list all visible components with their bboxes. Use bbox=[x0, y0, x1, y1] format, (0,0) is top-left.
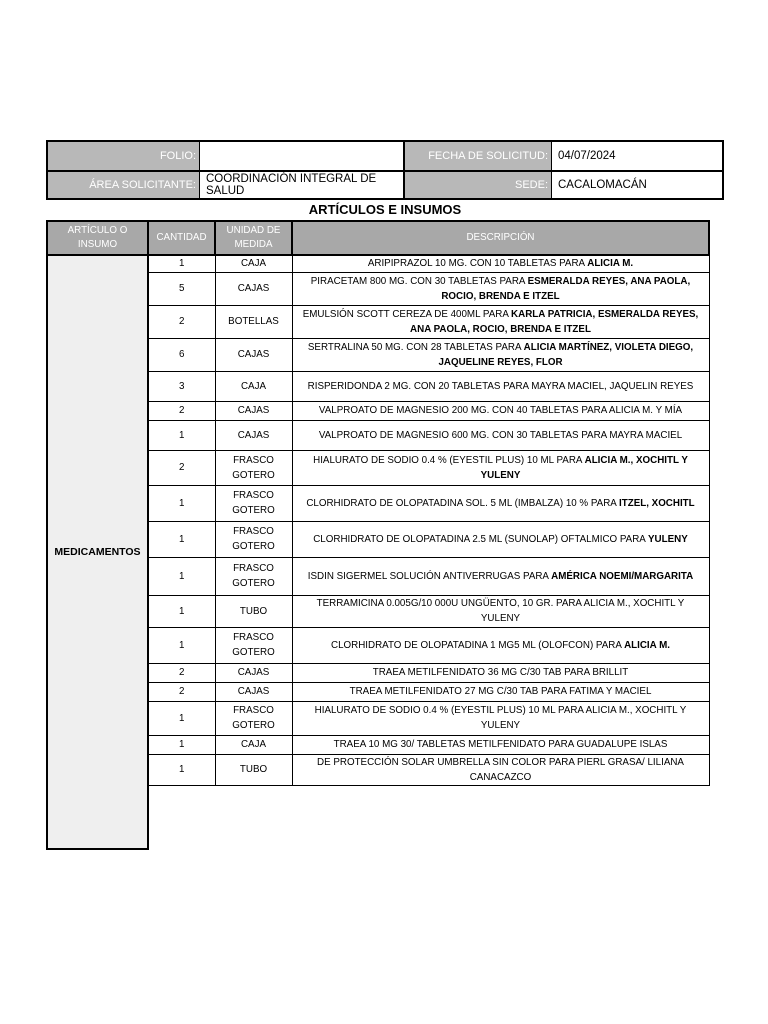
items-table bbox=[46, 220, 710, 850]
description-cell bbox=[292, 255, 709, 272]
description-text: HIALURATO DE SODIO 0.4 % (EYESTIL PLUS) 10 ML PARA bbox=[313, 454, 585, 466]
fecha-value: 04/07/2024 bbox=[552, 142, 722, 170]
col-header-articulo: ARTÍCULO O INSUMO bbox=[47, 221, 148, 255]
unit-cell: FRASCO GOTERO bbox=[215, 450, 292, 485]
unit-cell: CAJAS bbox=[215, 401, 292, 420]
description-recipients: ITZEL, XOCHITL bbox=[619, 497, 695, 509]
quantity-cell: 1 bbox=[148, 595, 215, 627]
description-cell bbox=[292, 663, 709, 682]
unit-cell: BOTELLAS bbox=[215, 305, 292, 338]
unit-cell: CAJA bbox=[215, 255, 292, 272]
description-text: ARIPIPRAZOL 10 MG. CON 10 TABLETAS PARA bbox=[367, 258, 588, 270]
area-value: COORDINACIÓN INTEGRAL DE SALUD bbox=[200, 172, 404, 198]
quantity-cell: 1 bbox=[148, 701, 215, 735]
unit-cell: TUBO bbox=[215, 595, 292, 627]
description-cell bbox=[292, 420, 709, 450]
description-text: DE PROTECCIÓN SOLAR UMBRELLA SIN COLOR PARA PIERL GRASA/ LILIANA CANACAZCO bbox=[317, 756, 684, 783]
description-text: CLORHIDRATO DE OLOPATADINA 1 MG5 ML (OLOFCON) PARA bbox=[331, 639, 625, 651]
description-cell bbox=[292, 701, 709, 735]
quantity-cell: 2 bbox=[148, 401, 215, 420]
description-text: CLORHIDRATO DE OLOPATADINA SOL. 5 ML (IMBALZA) 10 % PARA bbox=[306, 497, 619, 509]
description-cell bbox=[292, 754, 709, 785]
unit-cell: TUBO bbox=[215, 754, 292, 785]
description-recipients: KARLA PATRICIA, ESMERALDA REYES, ANA PAOLA, ROCIO, BRENDA E ITZEL bbox=[410, 308, 699, 335]
description-text: TRAEA 10 MG 30/ TABLETAS METILFENIDATO PARA GUADALUPE ISLAS bbox=[333, 739, 668, 750]
description-cell bbox=[292, 557, 709, 595]
sede-label: SEDE: bbox=[404, 172, 552, 198]
request-header bbox=[46, 140, 724, 200]
col-header-cantidad: CANTIDAD bbox=[148, 221, 215, 255]
description-cell bbox=[292, 595, 709, 627]
quantity-cell: 6 bbox=[148, 338, 215, 371]
quantity-cell: 1 bbox=[148, 557, 215, 595]
unit-cell: FRASCO GOTERO bbox=[215, 521, 292, 557]
col-header-descripcion: DESCRIPCIÓN bbox=[292, 221, 709, 255]
description-cell bbox=[292, 485, 709, 521]
description-cell bbox=[292, 401, 709, 420]
table-row bbox=[47, 255, 709, 272]
fecha-label: FECHA DE SOLICITUD: bbox=[404, 142, 552, 170]
description-cell bbox=[292, 521, 709, 557]
sede-value: CACALOMACÁN bbox=[552, 172, 722, 198]
unit-cell: CAJAS bbox=[215, 338, 292, 371]
description-cell bbox=[292, 305, 709, 338]
unit-cell: FRASCO GOTERO bbox=[215, 557, 292, 595]
description-cell bbox=[292, 735, 709, 754]
category-cell: MEDICAMENTOS bbox=[47, 255, 148, 849]
quantity-cell: 1 bbox=[148, 255, 215, 272]
description-recipients: ALICIA M., XOCHITL Y YULENY bbox=[480, 454, 688, 481]
quantity-cell: 1 bbox=[148, 627, 215, 663]
folio-label: FOLIO: bbox=[48, 142, 200, 170]
description-text: TRAEA METILFENIDATO 27 MG C/30 TAB PARA FATIMA Y MACIEL bbox=[349, 686, 652, 697]
description-cell bbox=[292, 682, 709, 701]
description-text: VALPROATO DE MAGNESIO 600 MG. CON 30 TABLETAS PARA MAYRA MACIEL bbox=[318, 429, 683, 441]
description-recipients: ESMERALDA REYES, ANA PAOLA, ROCIO, BRENDA E ITZEL bbox=[441, 275, 691, 302]
description-text: ISDIN SIGERMEL SOLUCIÓN ANTIVERRUGAS PARA bbox=[307, 570, 552, 582]
empty-area bbox=[148, 785, 709, 849]
description-text: RISPERIDONDA 2 MG. CON 20 TABLETAS PARA MAYRA MACIEL, JAQUELIN REYES bbox=[307, 380, 694, 392]
description-cell bbox=[292, 371, 709, 401]
unit-cell: CAJAS bbox=[215, 272, 292, 305]
description-cell bbox=[292, 627, 709, 663]
section-title: ARTÍCULOS E INSUMOS bbox=[308, 202, 462, 217]
description-recipients: YULENY bbox=[648, 533, 688, 545]
quantity-cell: 1 bbox=[148, 735, 215, 754]
items-table-wrapper bbox=[46, 220, 710, 850]
unit-cell: CAJAS bbox=[215, 420, 292, 450]
description-cell bbox=[292, 272, 709, 305]
folio-value bbox=[200, 142, 404, 170]
description-text: EMULSIÓN SCOTT CEREZA DE 400ML PARA bbox=[302, 308, 512, 320]
description-text: TERRAMICINA 0.005G/10 000U UNGÜENTO, 10 GR. PARA ALICIA M., XOCHITL Y YULENY bbox=[316, 598, 685, 624]
unit-cell: CAJA bbox=[215, 735, 292, 754]
description-recipients: ALICIA MARTÍNEZ, VIOLETA DIEGO, JAQUELINE REYES, FLOR bbox=[438, 341, 694, 368]
unit-cell: FRASCO GOTERO bbox=[215, 485, 292, 521]
unit-cell: FRASCO GOTERO bbox=[215, 701, 292, 735]
quantity-cell: 1 bbox=[148, 521, 215, 557]
quantity-cell: 3 bbox=[148, 371, 215, 401]
quantity-cell: 2 bbox=[148, 682, 215, 701]
header-col-divider bbox=[551, 142, 552, 198]
col-header-unidad: UNIDAD DE MEDIDA bbox=[215, 221, 292, 255]
description-cell bbox=[292, 450, 709, 485]
description-recipients: ALICIA M. bbox=[587, 258, 634, 270]
quantity-cell: 5 bbox=[148, 272, 215, 305]
description-text: SERTRALINA 50 MG. CON 28 TABLETAS PARA bbox=[307, 341, 524, 353]
quantity-cell: 2 bbox=[148, 450, 215, 485]
description-text: CLORHIDRATO DE OLOPATADINA 2.5 ML (SUNOLAP) OFTALMICO PARA bbox=[313, 533, 649, 545]
description-text: PIRACETAM 800 MG. CON 30 TABLETAS PARA bbox=[310, 275, 528, 287]
area-label: ÁREA SOLICITANTE: bbox=[48, 172, 200, 198]
unit-cell: CAJAS bbox=[215, 682, 292, 701]
description-text: HIALURATO DE SODIO 0.4 % (EYESTIL PLUS) 10 ML PARA ALICIA M., XOCHITL Y YULENY bbox=[314, 705, 687, 731]
header-divider bbox=[48, 170, 722, 172]
description-text: TRAEA METILFENIDATO 36 MG C/30 TAB PARA BRILLIT bbox=[372, 667, 629, 678]
quantity-cell: 2 bbox=[148, 663, 215, 682]
unit-cell: FRASCO GOTERO bbox=[215, 627, 292, 663]
quantity-cell: 1 bbox=[148, 754, 215, 785]
unit-cell: CAJAS bbox=[215, 663, 292, 682]
quantity-cell: 1 bbox=[148, 420, 215, 450]
description-recipients: AMÉRICA NOEMI/MARGARITA bbox=[551, 570, 694, 582]
quantity-cell: 1 bbox=[148, 485, 215, 521]
header-col-divider bbox=[403, 142, 405, 198]
quantity-cell: 2 bbox=[148, 305, 215, 338]
description-cell bbox=[292, 338, 709, 371]
header-col-divider bbox=[199, 142, 200, 198]
description-recipients: ALICIA M. bbox=[624, 639, 670, 651]
description-text: VALPROATO DE MAGNESIO 200 MG. CON 40 TABLETAS PARA ALICIA M. Y MÍA bbox=[318, 405, 683, 416]
unit-cell: CAJA bbox=[215, 371, 292, 401]
